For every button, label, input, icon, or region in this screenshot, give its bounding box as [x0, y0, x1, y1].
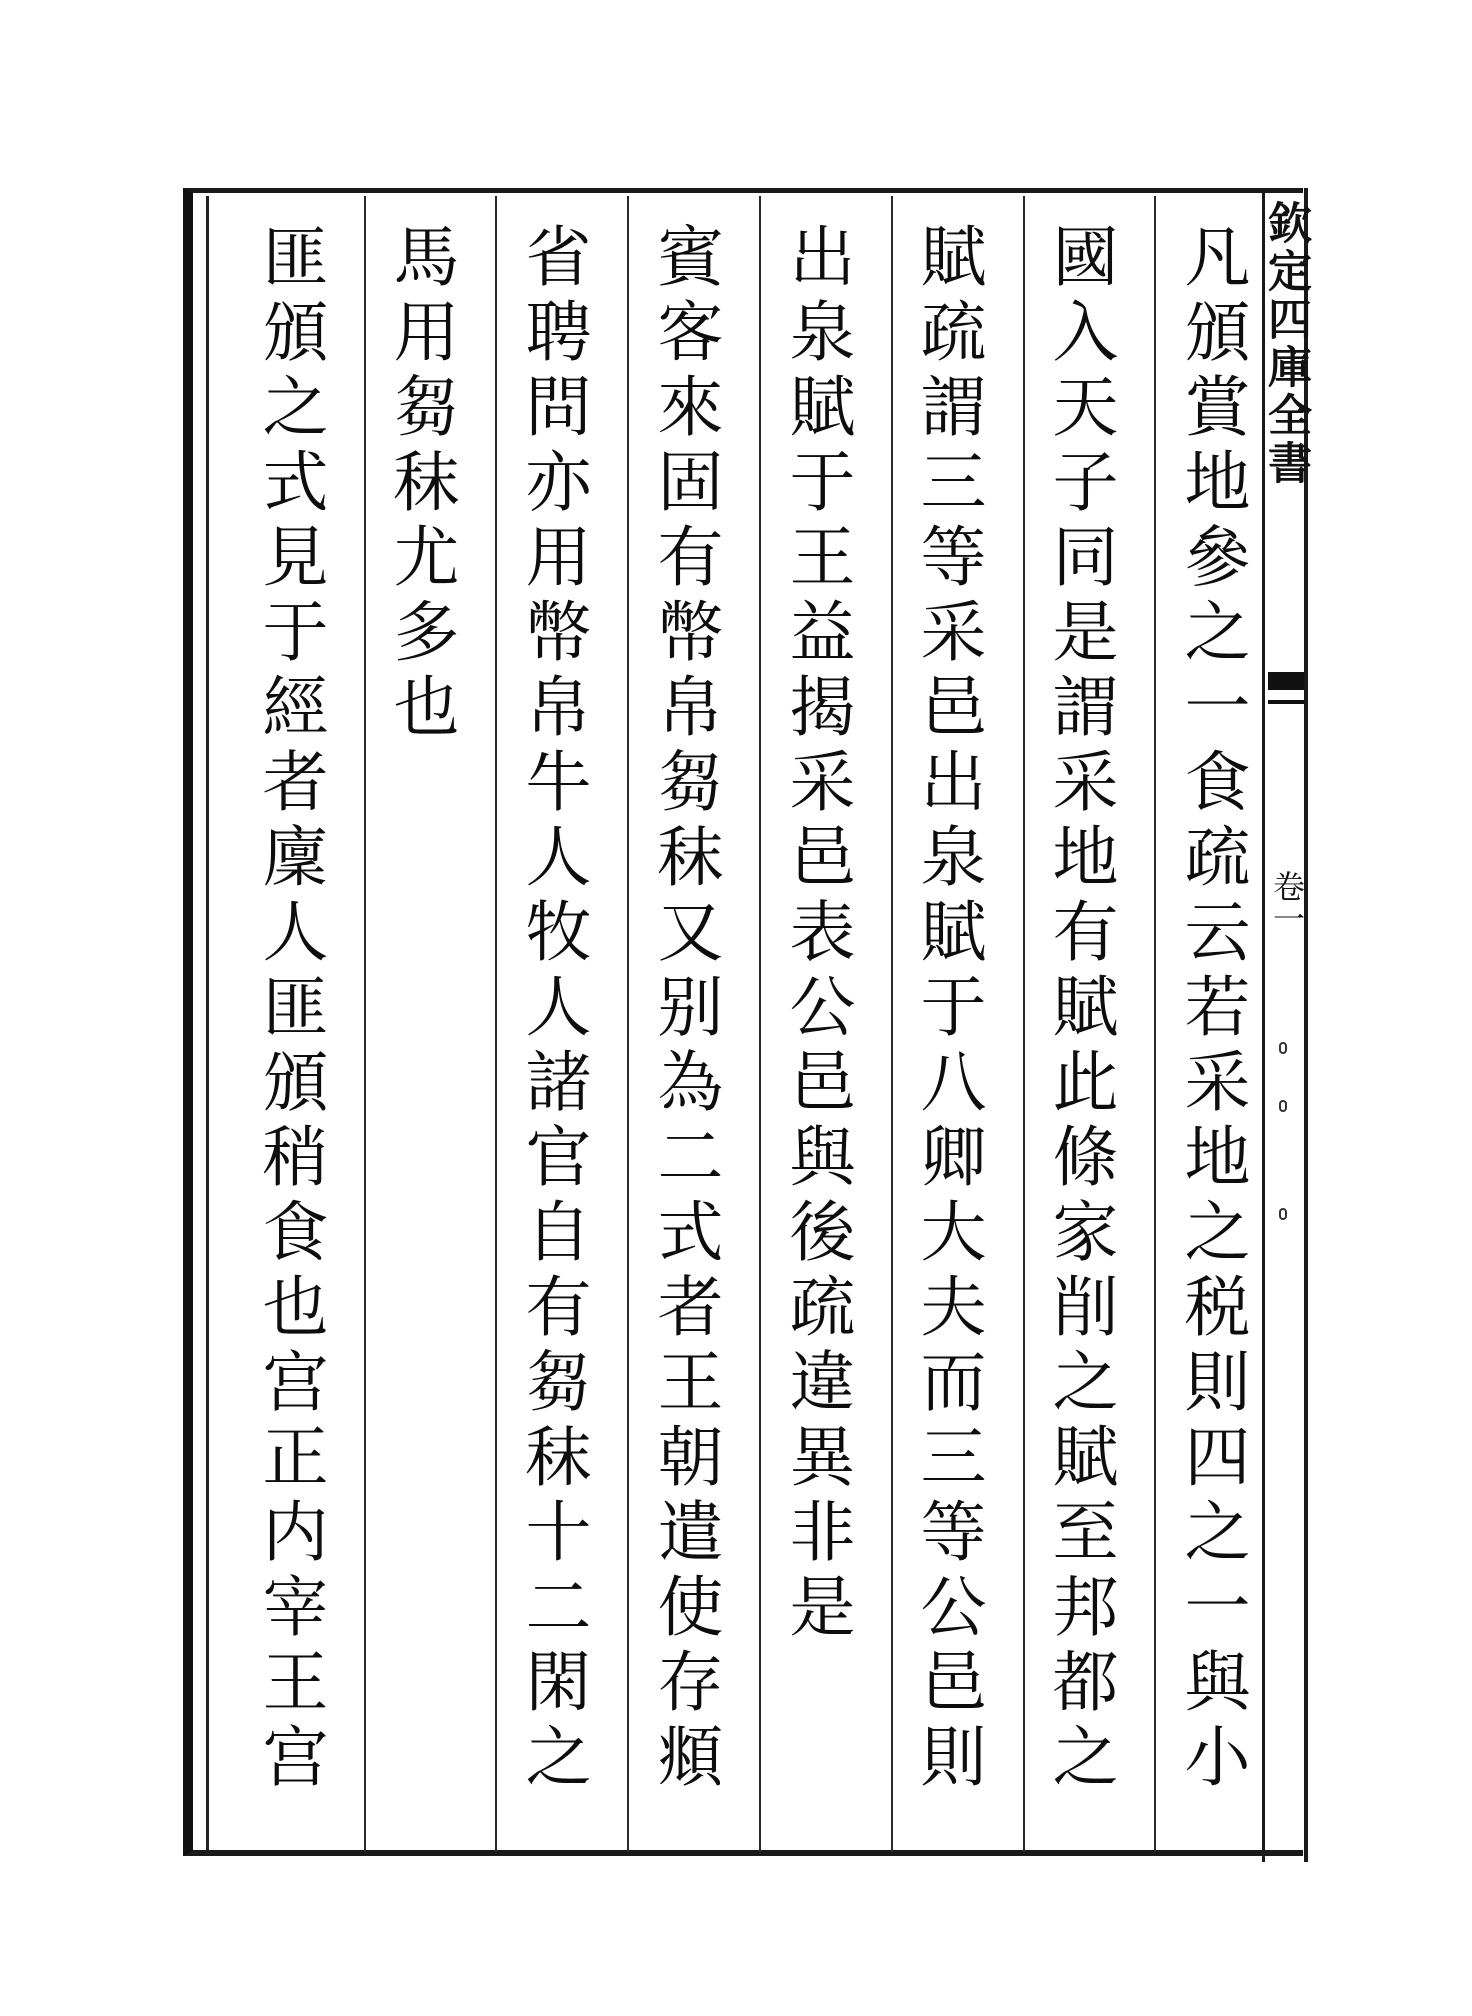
- text-column-7: 馬用芻秣尤多也: [382, 222, 459, 747]
- text-column-1: 凡頒賞地參之一食疏云若采地之税則四之一與小: [1173, 222, 1250, 1797]
- column-rule: [759, 196, 761, 1852]
- column-rule: [495, 196, 497, 1852]
- fishtail-rule: [1268, 700, 1304, 704]
- text-column-2: 國入天子同是謂采地有賦此條家削之賦至邦都之: [1041, 222, 1118, 1797]
- column-rule: [364, 196, 366, 1852]
- page-border: [183, 188, 1303, 1856]
- column-rule: [1154, 196, 1156, 1852]
- column-rule: [627, 196, 629, 1852]
- text-column-4: 出泉賦于王益揭采邑表公邑與後疏違異非是: [778, 222, 855, 1647]
- column-rule: [1023, 196, 1025, 1852]
- text-column-6: 省聘問亦用幣帛牛人牧人諸官自有芻秣十二閑之: [514, 222, 591, 1797]
- text-column-3: 賦疏謂三等采邑出泉賦于八卿大夫而三等公邑則: [909, 222, 986, 1797]
- volume-label: 卷一: [1268, 870, 1306, 934]
- fold-mark: [1279, 1208, 1287, 1220]
- fold-mark: [1279, 1042, 1287, 1054]
- fishtail-mark: [1268, 672, 1304, 690]
- text-column-5: 賓客來固有幣帛芻秣又别為二式者王朝遣使存頫: [646, 222, 723, 1797]
- fold-mark: [1279, 1100, 1287, 1112]
- column-rule: [891, 196, 893, 1852]
- text-column-8: 匪頒之式見于經者廩人匪頒稍食也宫正内宰王宫: [251, 222, 328, 1797]
- page-border-inner-line: [206, 196, 209, 1850]
- book-title: 欽定四庫全書: [1260, 200, 1311, 488]
